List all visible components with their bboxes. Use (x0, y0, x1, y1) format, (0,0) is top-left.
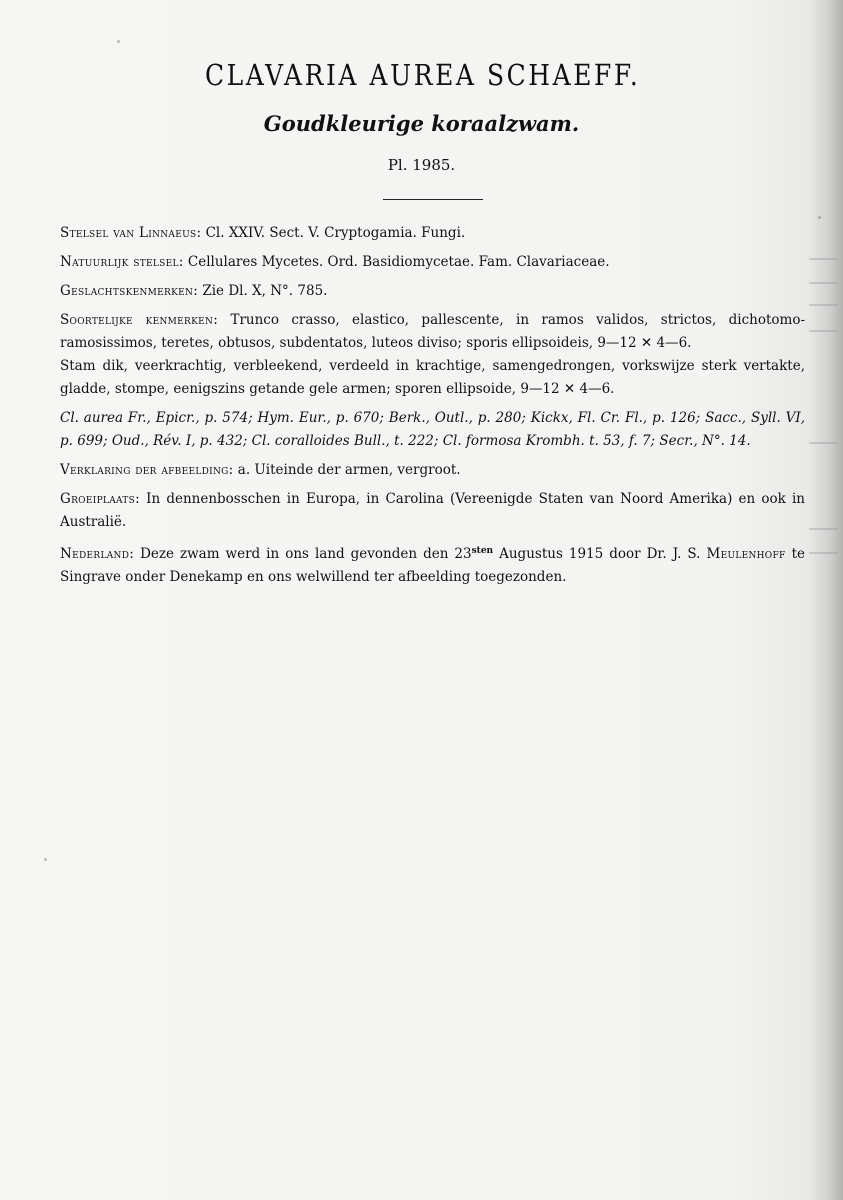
section-text: a. Uiteinde der armen, vergroot. (237, 462, 461, 478)
figure-explanation (60, 459, 805, 482)
edge-mark (809, 442, 837, 444)
species-latin-text: Trunco crasso, elastico, pallescente, in ramos validos, strictos, dichotomo-ramosissimos, teretes, obtusos, subdentatos, luteos diviso; sporis ellipsoideis, 9—12 ✕ 4—6. (60, 312, 806, 351)
section-text: Cellulares Mycetes. Ord. Basidiomycetae. Fam. Clavariaceae. (187, 254, 610, 270)
document-body (60, 222, 805, 595)
edge-mark (809, 552, 837, 554)
section-text: Deze zwam werd in ons land gevonden den 23 (140, 546, 472, 562)
section-label: Soortelijke kenmerken: (60, 312, 219, 328)
literature-references: Cl. aurea Fr., Epicr., p. 574; Hym. Eur., p. 670; Berk., Outl., p. 280; Kickx, Fl. Cr. Fl., p. 126; Sacc., Syll. VI, p. 699; Oud., Rév. I, p. 432; Cl. coralloides Bull., t. 222; Cl. formosa Krombh. t. 53, f. 7; Secr., N°. 14. (60, 410, 805, 449)
dust-speck (44, 858, 47, 861)
section-text: Augustus 1915 door Dr. J. S. (493, 546, 701, 562)
netherlands-finding (60, 540, 805, 589)
habitat (60, 488, 805, 534)
section-label: Verklaring der afbeelding: (60, 462, 234, 478)
page-subtitle: Goudkleurige koraalzwam. (263, 111, 580, 136)
title-divider (383, 199, 483, 200)
page-title: CLAVARIA AUREA SCHAEFF. (204, 58, 641, 92)
species-characteristics (60, 309, 805, 355)
ordinal-suffix: sten (471, 546, 494, 556)
species-dutch-description: Stam dik, veerkrachtig, verbleekend, verdeeld in krachtige, samengedrongen, vorkswijze sterk vertakte, gladde, stompe, eenigszins getande gele armen; sporen ellipsoide, 9—12 ✕ 4—6. (60, 358, 805, 397)
section-text: Cl. XXIV. Sect. V. Cryptogamia. Fungi. (205, 225, 466, 241)
edge-mark (809, 304, 837, 306)
section-label: Stelsel van Linnaeus: (60, 225, 202, 241)
section-label: Groeiplaats: (60, 491, 140, 507)
genus-characteristics (60, 280, 805, 303)
edge-mark (809, 282, 837, 284)
edge-mark (809, 330, 837, 332)
section-text: In dennenbosschen in Europa, in Carolina (Vereenigde Staten van Noord Amerika) en ook in Australië. (60, 491, 806, 530)
section-text: te Singrave onder Denekamp en ons welwillend ter afbeelding toegezonden. (60, 546, 806, 585)
person-name: Meulenhoff (706, 546, 786, 562)
plate-number: Pl. 1985. (387, 156, 456, 174)
linnaeus-system (60, 222, 805, 245)
section-label: Natuurlijk stelsel: (60, 254, 184, 270)
dust-speck (117, 40, 120, 43)
page-edge-shadow (809, 0, 843, 1200)
edge-mark (809, 258, 837, 260)
section-label: Nederland: (60, 546, 135, 562)
dust-speck (818, 216, 821, 219)
section-label: Geslachtskenmerken: (60, 283, 199, 299)
edge-mark (809, 528, 837, 530)
section-text: Zie Dl. X, N°. 785. (202, 283, 328, 299)
natural-system (60, 251, 805, 274)
